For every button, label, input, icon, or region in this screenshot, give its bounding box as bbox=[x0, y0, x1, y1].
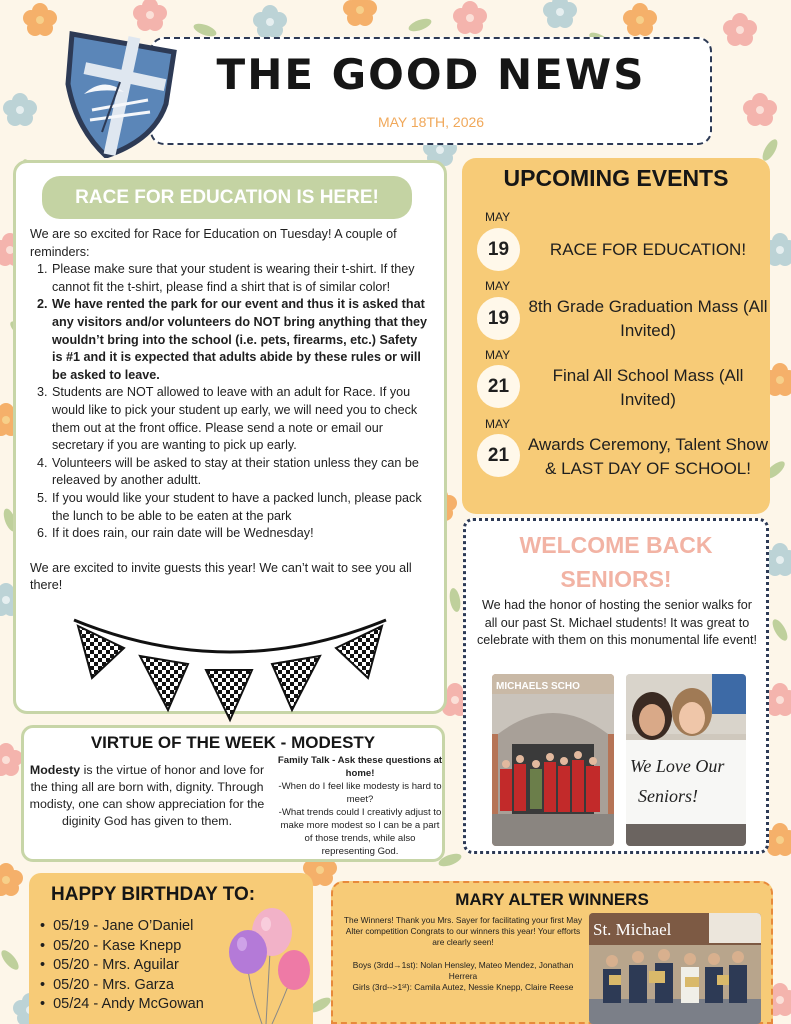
photo-sign-text: St. Michael bbox=[593, 920, 672, 939]
event-text: Final All School Mass (All Invited) bbox=[552, 366, 744, 409]
list-item: 4. Volunteers will be asked to stay at their station unless they can be releaved by another adultt. bbox=[51, 455, 430, 490]
newsletter-title: THE GOOD NEWS bbox=[216, 50, 646, 99]
event-day-badge: 21 bbox=[477, 365, 520, 408]
event-month: MAY bbox=[485, 279, 511, 293]
race-closing: We are excited to invite guests this year! We can’t wait to see you all there! bbox=[30, 560, 412, 593]
event-day-badge: 19 bbox=[477, 228, 520, 271]
newsletter-date: MAY 18TH, 2026 bbox=[377, 114, 485, 130]
family-talk-question: -When do I feel like modesty is hard to meet? bbox=[278, 781, 442, 805]
event-text: 8th Grade Graduation Mass (All Invited) bbox=[528, 297, 768, 340]
photo-sign-text: MICHAELS SCHO bbox=[496, 681, 580, 692]
seniors-title: WELCOME BACK SENIORS! bbox=[519, 532, 713, 592]
list-item: • 05/20 - Kase Knepp bbox=[40, 937, 204, 957]
virtue-definition bbox=[29, 762, 265, 830]
mary-alter-text bbox=[343, 915, 583, 993]
balloons-icon bbox=[222, 906, 316, 1024]
virtue-definition-text: is the virtue of honor and love for the thing all are born with, dignity. Through modisty, one can show appreciation for the diginity God has given to them. bbox=[29, 763, 265, 828]
list-item: • 05/19 - Jane O’Daniel bbox=[40, 917, 204, 937]
family-talk bbox=[277, 754, 443, 858]
virtue-term: Modesty bbox=[29, 763, 81, 777]
race-intro: We are so excited for Race for Education on Tuesday! A couple of reminders: bbox=[30, 227, 397, 259]
list-item: • 05/20 - Mrs. Garza bbox=[40, 976, 204, 996]
mary-alter-girls: Girls (3rd-->1ˢᵗ): Camila Autez, Nessie Knepp, Claire Reese bbox=[352, 982, 574, 993]
event-text: Awards Ceremony, Talent Show & LAST DAY OF SCHOOL! bbox=[528, 435, 769, 478]
race-banner: RACE FOR EDUCATION IS HERE! bbox=[42, 176, 412, 219]
checkered-flag-bunting bbox=[70, 614, 390, 724]
photo-sign-text: We Love Our bbox=[630, 756, 725, 776]
event-text: RACE FOR EDUCATION! bbox=[549, 240, 747, 259]
event-month: MAY bbox=[485, 210, 511, 224]
family-talk-title: Family Talk - Ask these questions at home! bbox=[277, 755, 443, 779]
race-reminders-list bbox=[51, 261, 430, 543]
seniors-photo-school bbox=[492, 674, 614, 846]
family-talk-question: -What trends could I creativly adjust to make more modest so I can be a part of those trends, while also representing God. bbox=[278, 807, 442, 857]
event-day-badge: 21 bbox=[477, 434, 520, 477]
mary-alter-boys: Boys (3rdd→1st): Nolan Hensley, Mateo Mendez, Jonathan Herrera bbox=[352, 959, 574, 981]
mary-alter-title: MARY ALTER WINNERS bbox=[455, 890, 649, 909]
list-item: 2. We have rented the park for our event and thus it is asked that any visitors and/or volunteers do NOT bring anything that they wouldn’t bring into the school (i.e. pets, firearms, etc.) Safety is #1 and it is expected that adults abide by these rules or will be asked to leave. bbox=[51, 296, 430, 384]
birthday-list bbox=[40, 917, 204, 1015]
mary-alter-photo bbox=[589, 913, 761, 1024]
list-item: 5. If you would like your student to have a packed lunch, please pack the lunch to be able to be eaten at the park bbox=[51, 490, 430, 525]
photo-sign-text: Seniors! bbox=[638, 786, 698, 806]
list-item: • 05/24 - Andy McGowan bbox=[40, 995, 204, 1015]
list-item: 1. Please make sure that your student is wearing their t-shirt. If they cannot fit the t-shirt, please find a shirt that is of similar color! bbox=[51, 261, 430, 296]
events-title: UPCOMING EVENTS bbox=[503, 165, 729, 191]
virtue-title: VIRTUE OF THE WEEK - MODESTY bbox=[90, 733, 376, 752]
seniors-text: We had the honor of hosting the senior walks for all our past St. Michael students! It was great to celebrate with them on this monumental life event! bbox=[476, 598, 757, 648]
list-item: • 05/20 - Mrs. Aguilar bbox=[40, 956, 204, 976]
event-month: MAY bbox=[485, 348, 511, 362]
event-month: MAY bbox=[485, 417, 511, 431]
race-body bbox=[30, 226, 430, 595]
birthday-title: HAPPY BIRTHDAY TO: bbox=[51, 884, 256, 905]
mary-alter-intro: The Winners! Thank you Mrs. Sayer for facilitating your first May Alter competition Congrats to our winners this year! Your efforts are clearly seen! bbox=[343, 915, 583, 948]
seniors-photo-sign bbox=[626, 674, 746, 846]
list-item: 6. If it does rain, our rain date will be Wednesday! bbox=[51, 525, 430, 543]
list-item: 3. Students are NOT allowed to leave with an adult for Race. If you would like to pick your student up early, we will need you to check them out at the front office. Please send a note or email our secretary if you are wanting to pick up early. bbox=[51, 384, 430, 454]
event-day-badge: 19 bbox=[477, 297, 520, 340]
